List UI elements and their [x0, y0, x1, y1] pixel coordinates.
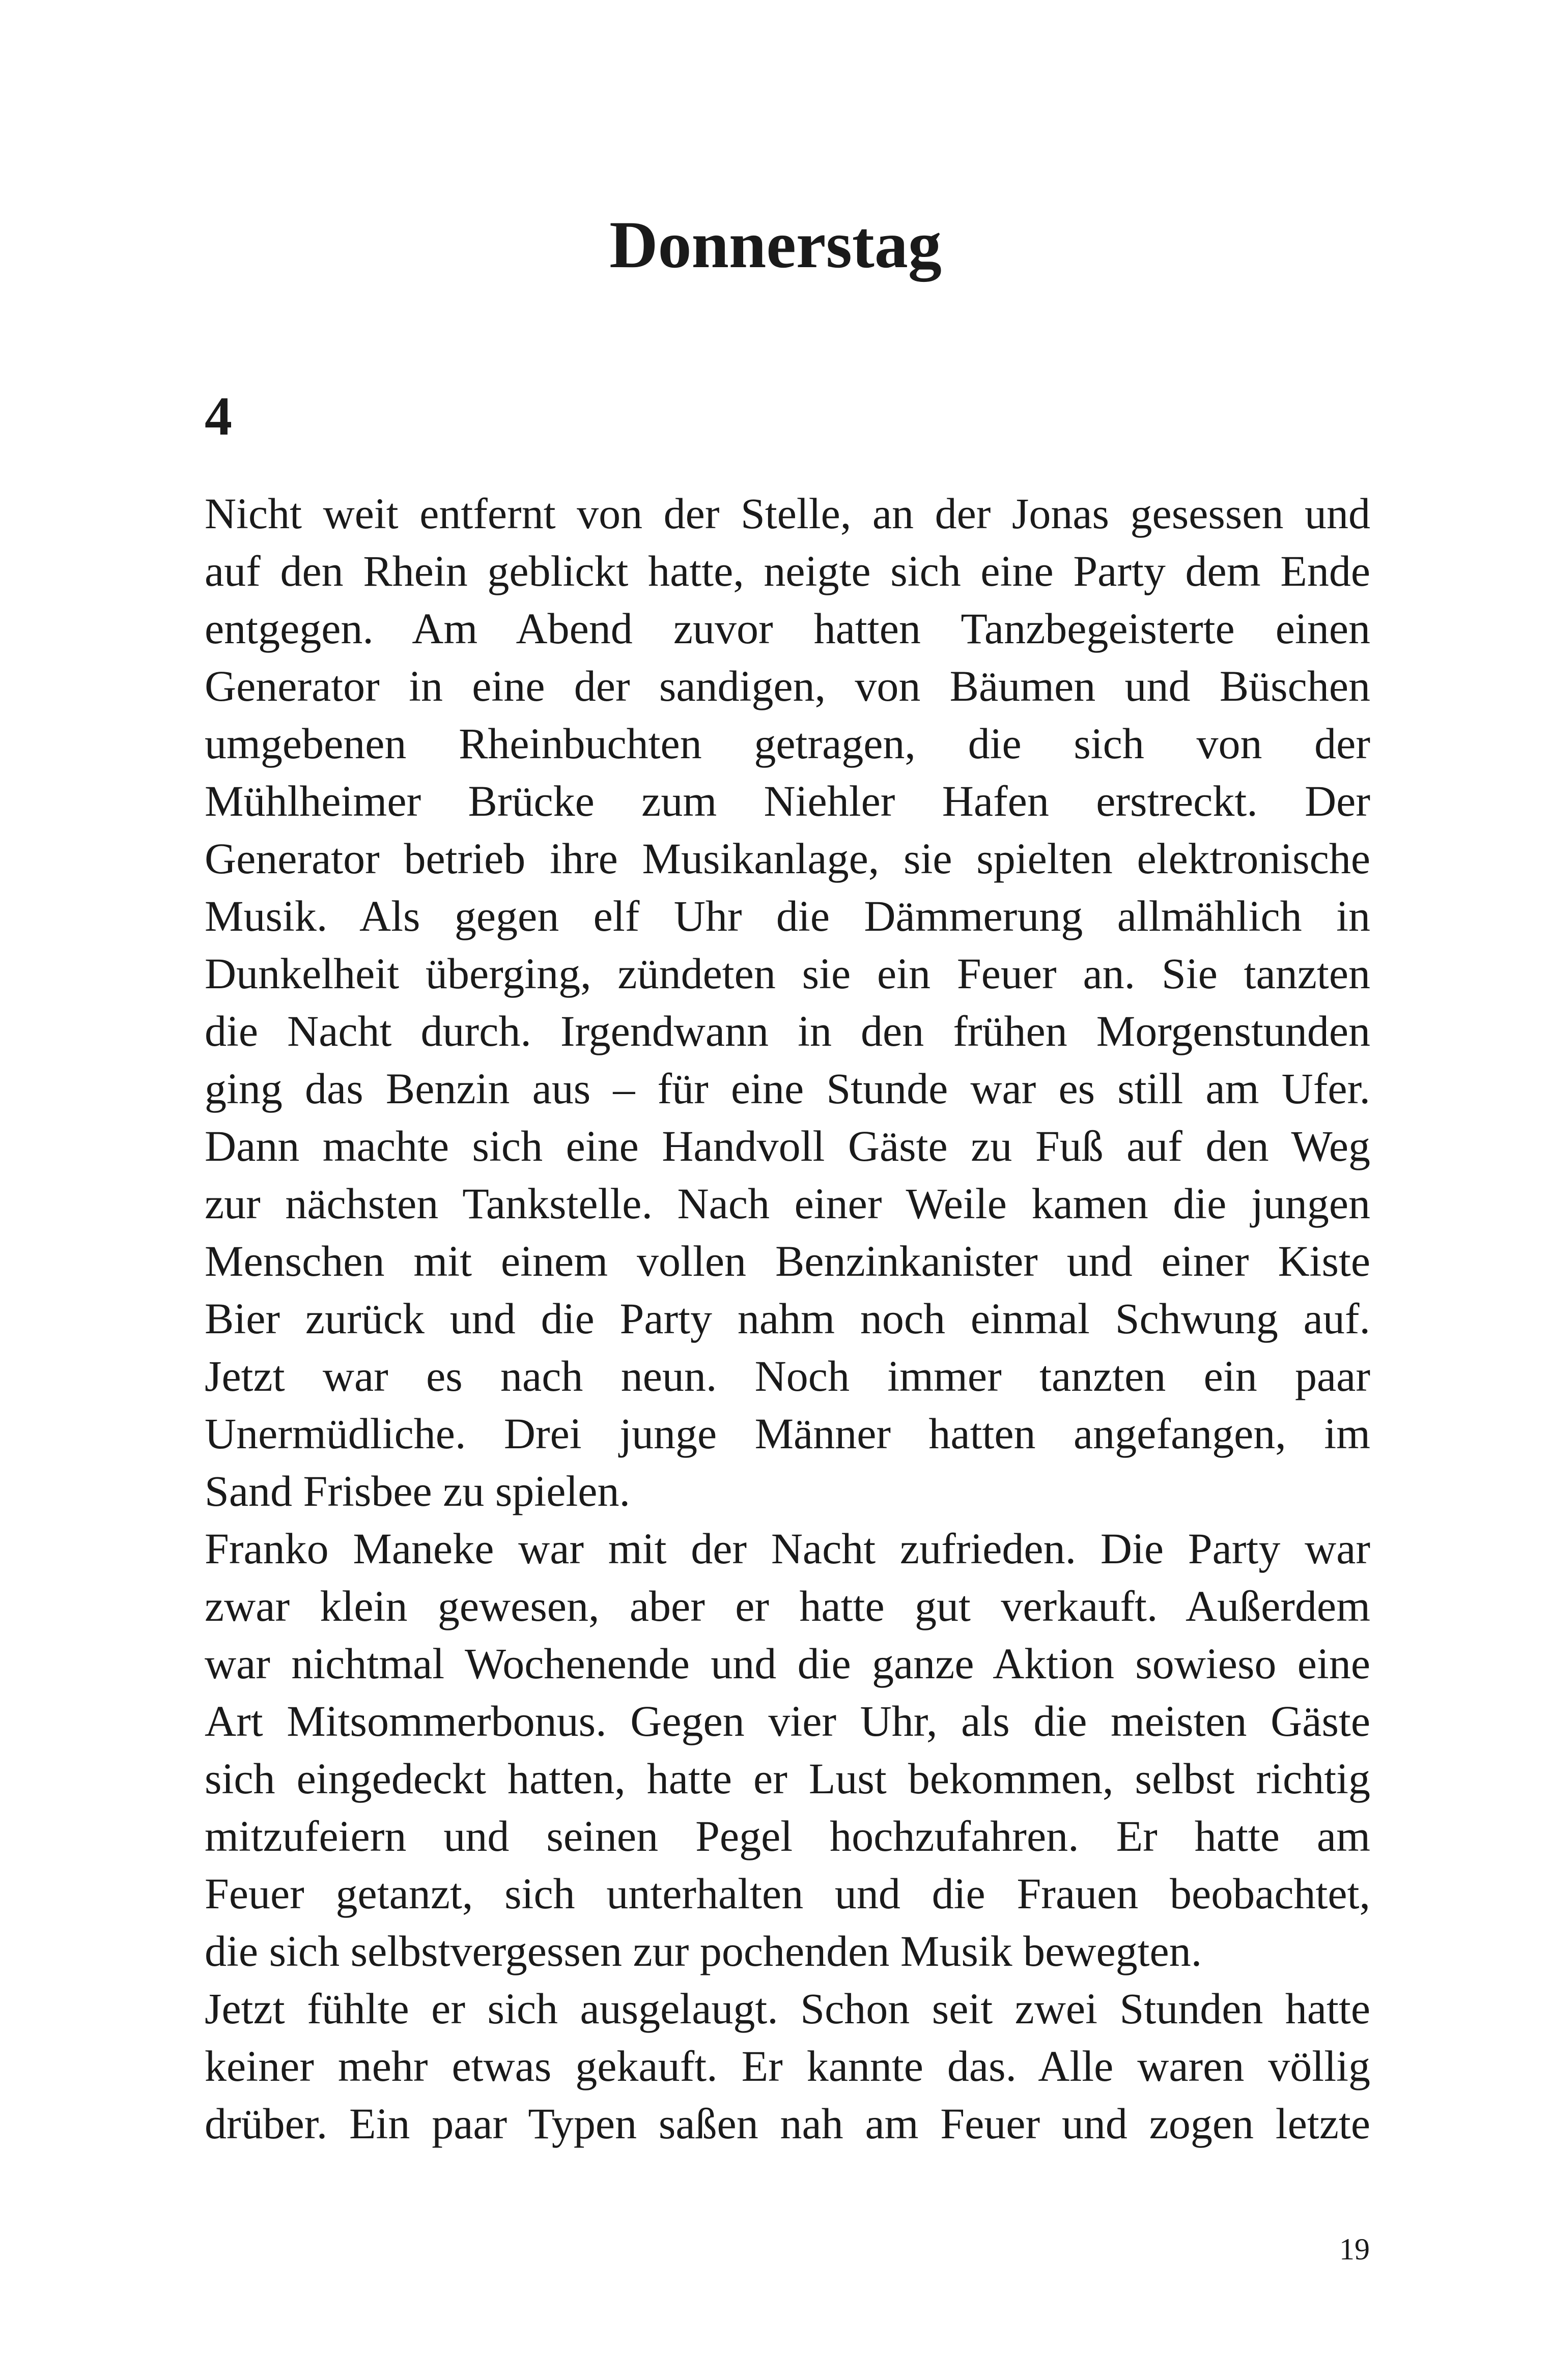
text-line: auf den Rhein geblickt hatte, neigte sich eine Party dem Ende [205, 547, 1370, 595]
text-line: Dunkelheit überging, zündeten sie ein Feuer an. Sie tanzten [205, 949, 1370, 998]
chapter-title: Donnerstag [609, 207, 942, 282]
page-number: 19 [1339, 2232, 1370, 2266]
text-line: ging das Benzin aus – für eine Stunde war es still am Ufer. [205, 1064, 1370, 1113]
text-line: Bier zurück und die Party nahm noch einmal Schwung auf. [205, 1294, 1370, 1343]
text-line: mitzufeiern und seinen Pegel hochzufahren. Er hatte am [205, 1812, 1370, 1860]
body-text [205, 485, 1370, 2153]
text-line: Nicht weit entfernt von der Stelle, an der Jonas gesessen und [205, 489, 1370, 538]
text-line: war nichtmal Wochenende und die ganze Aktion sowieso eine [205, 1639, 1370, 1688]
text-line: Sand Frisbee zu spielen. [205, 1467, 630, 1515]
text-line: Jetzt war es nach neun. Noch immer tanzten ein paar [205, 1352, 1370, 1400]
text-line: Unermüdliche. Drei junge Männer hatten angefangen, im [205, 1409, 1370, 1458]
text-line: Dann machte sich eine Handvoll Gäste zu Fuß auf den Weg [205, 1122, 1370, 1170]
text-line: Art Mitsommerbonus. Gegen vier Uhr, als die meisten Gäste [205, 1697, 1370, 1745]
text-line: Mühlheimer Brücke zum Niehler Hafen erstreckt. Der [205, 777, 1370, 825]
text-line: die Nacht durch. Irgendwann in den frühen Morgenstunden [205, 1007, 1370, 1055]
text-line: zwar klein gewesen, aber er hatte gut verkauft. Außerdem [205, 1582, 1370, 1630]
text-line: Menschen mit einem vollen Benzinkanister und einer Kiste [205, 1237, 1370, 1285]
text-line: Jetzt fühlte er sich ausgelaugt. Schon seit zwei Stunden hatte [205, 1984, 1370, 2033]
text-line: zur nächsten Tankstelle. Nach einer Weile kamen die jungen [205, 1179, 1370, 1228]
text-line: drüber. Ein paar Typen saßen nah am Feuer und zogen letzte [205, 2099, 1370, 2148]
text-line: die sich selbstvergessen zur pochenden Musik bewegten. [205, 1927, 1202, 1975]
text-line: sich eingedeckt hatten, hatte er Lust bekommen, selbst richtig [205, 1754, 1370, 1803]
text-line: Franko Maneke war mit der Nacht zufrieden. Die Party war [205, 1524, 1370, 1573]
text-line: Generator betrieb ihre Musikanlage, sie spielten elektronische [205, 834, 1370, 883]
text-line: entgegen. Am Abend zuvor hatten Tanzbegeisterte einen [205, 604, 1370, 653]
text-line: Musik. Als gegen elf Uhr die Dämmerung allmählich in [205, 892, 1370, 940]
chapter-number: 4 [205, 386, 232, 447]
text-line: Generator in eine der sandigen, von Bäumen und Büschen [205, 662, 1370, 710]
text-line: keiner mehr etwas gekauft. Er kannte das. Alle waren völlig [205, 2042, 1370, 2090]
text-line: umgebenen Rheinbuchten getragen, die sich von der [205, 719, 1370, 768]
text-line: Feuer getanzt, sich unterhalten und die Frauen beobachtet, [205, 1869, 1370, 1918]
